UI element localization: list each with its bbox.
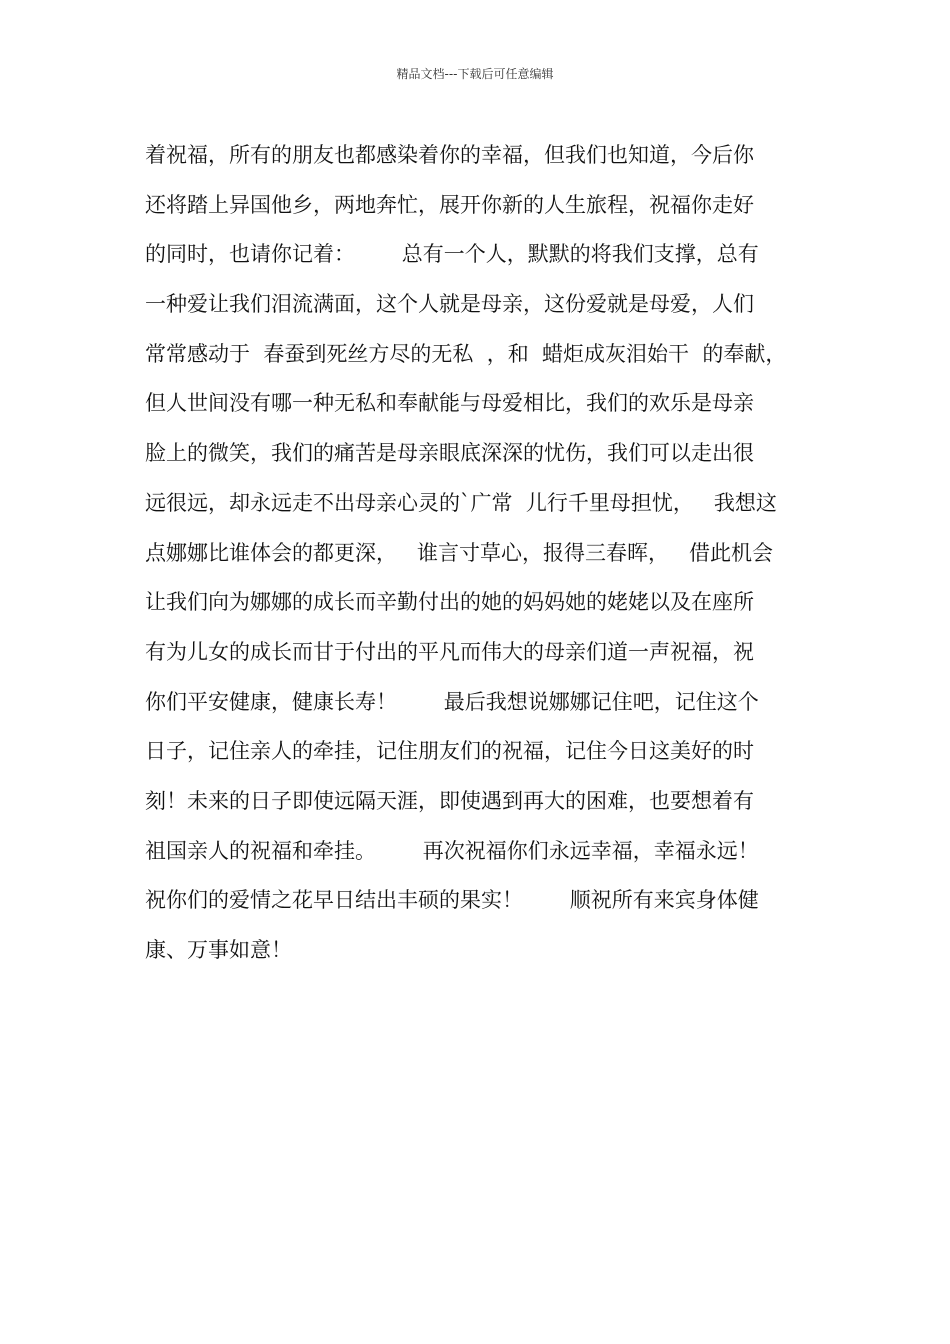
page-header: 精品文档---下载后可任意编辑 [396, 67, 554, 81]
text-line: 点娜娜比谁体会的都更深， 谁言寸草心，报得三春晖， 借此机会 [145, 540, 774, 565]
text-line: 你们平安健康，健康长寿！ 最后我想说娜娜记住吧，记住这个 [145, 689, 759, 714]
text-line: 常常感动于 春蚕到死丝方尽的无私 ，和 蜡炬成灰泪始干 的奉献， [145, 341, 787, 366]
text-line: 让我们向为娜娜的成长而辛勤付出的她的妈妈她的姥姥以及在座所 [145, 590, 754, 615]
text-line: 但人世间没有哪一种无私和奉献能与母爱相比，我们的欢乐是母亲 [145, 391, 754, 416]
text-line: 还将踏上异国他乡，两地奔忙，展开你新的人生旅程，祝福你走好 [145, 192, 754, 217]
text-line: 的同时，也请你记着： 总有一个人，默默的将我们支撑，总有 [145, 242, 759, 267]
text-line: 刻！未来的日子即使远隔天涯，即使遇到再大的困难，也要想着有 [145, 788, 754, 813]
text-line: 祖国亲人的祝福和牵挂。 再次祝福你们永远幸福，幸福永远！ [145, 838, 759, 863]
body-text [145, 131, 825, 976]
text-line: 康、万事如意！ [145, 938, 292, 962]
text-line: 脸上的微笑，我们的痛苦是母亲眼底深深的忧伤，我们可以走出很 [145, 441, 754, 466]
text-line: 日子，记住亲人的牵挂，记住朋友们的祝福，记住今日这美好的时 [145, 739, 754, 764]
text-line: 祝你们的爱情之花早日结出丰硕的果实！ 顺祝所有来宾身体健 [145, 888, 759, 913]
text-line: 一种爱让我们泪流满面，这个人就是母亲，这份爱就是母爱，人们 [145, 292, 754, 317]
text-line: 有为儿女的成长而甘于付出的平凡而伟大的母亲们道一声祝福，祝 [145, 639, 754, 664]
text-line: 远很远，却永远走不出母亲心灵的`广常 儿行千里母担忧， 我想这 [145, 490, 777, 515]
text-line: 着祝福，所有的朋友也都感染着你的幸福，但我们也知道，今后你 [145, 143, 754, 167]
